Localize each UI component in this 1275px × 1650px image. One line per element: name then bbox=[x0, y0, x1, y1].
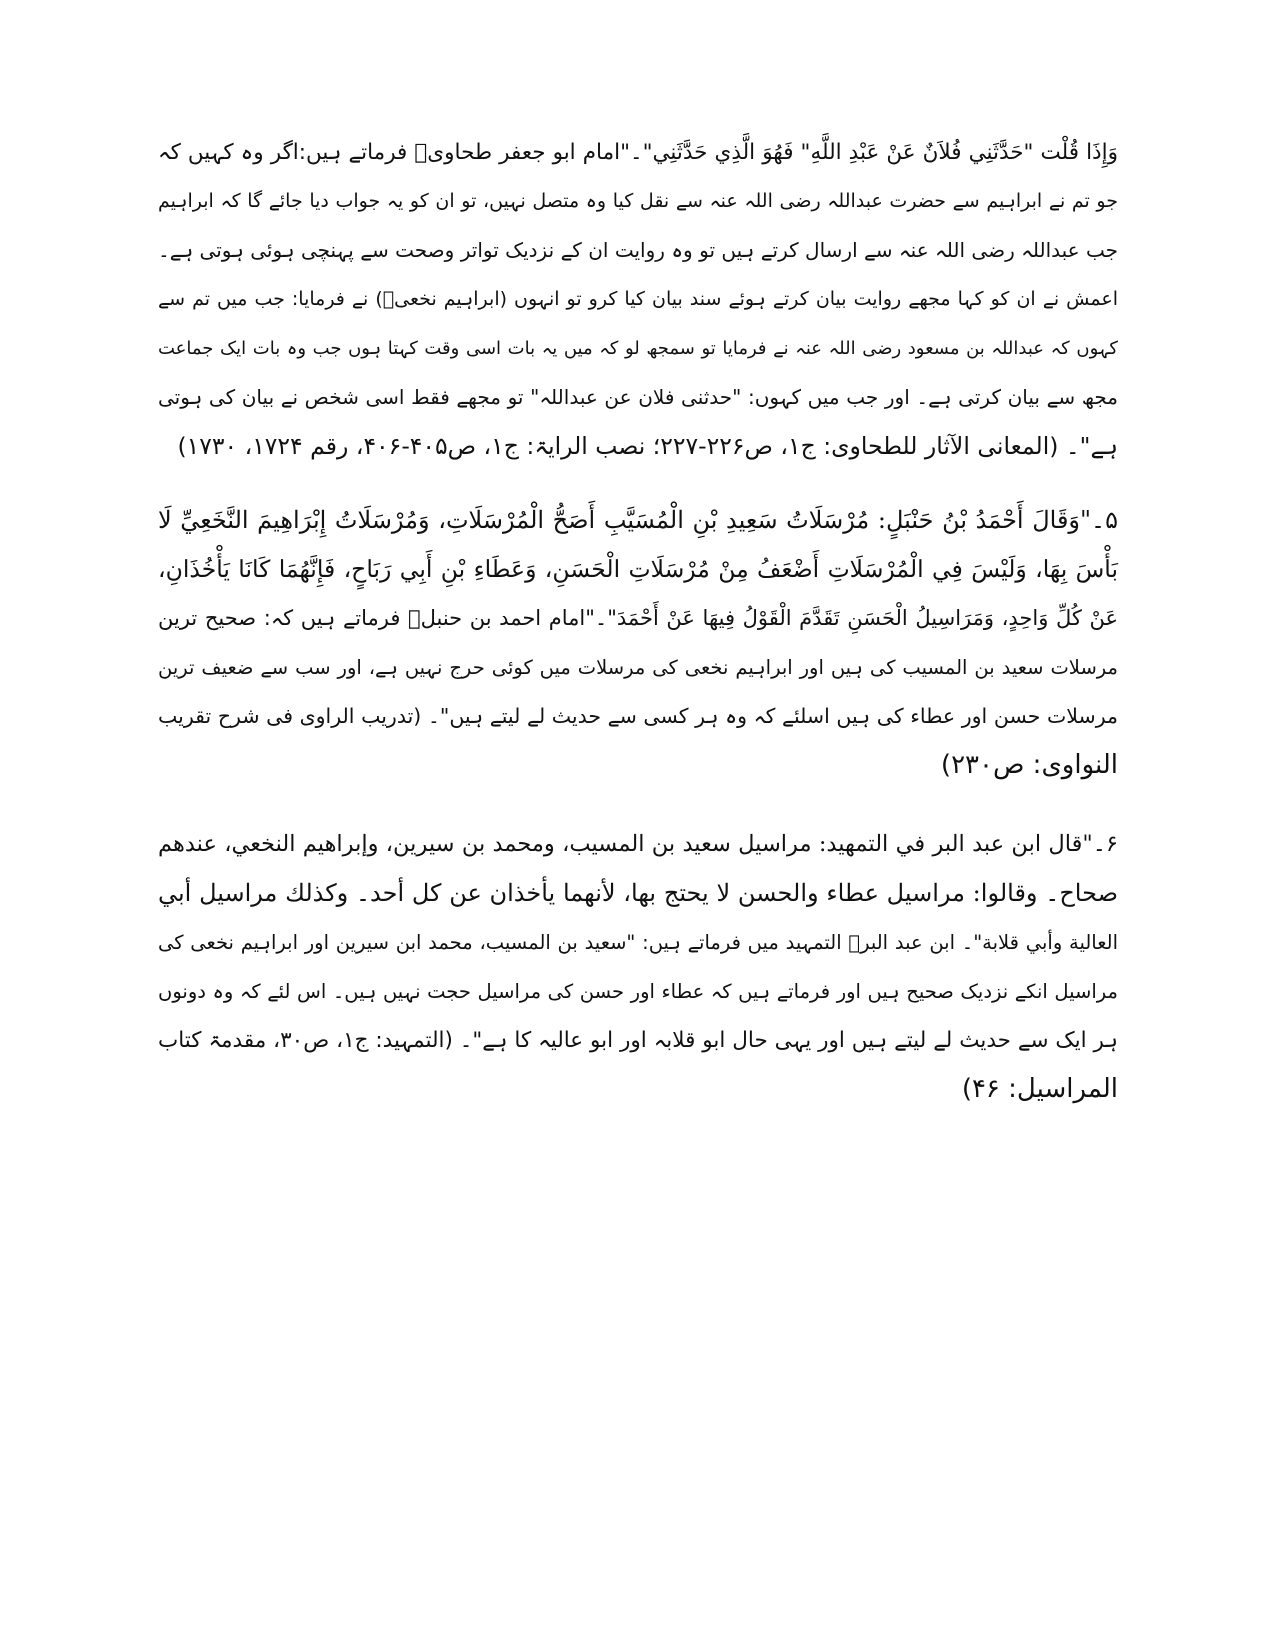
text-line: مجھ سے بیان کرتی ہے۔ اور جب میں کہوں: "حدثنی فلان عن عبداللہ" تو مجھے فقط اسی شخص نے بیان کی ہوتی bbox=[158, 385, 1118, 409]
text-line: ۶۔"قال ابن عبد البر في التمهيد: مراسيل سعيد بن المسيب، ومحمد بن سيرين، وإبراهيم النخعي، عندهم bbox=[158, 831, 1118, 857]
paragraph-ibn-abd-al-barr-quote bbox=[158, 820, 1118, 1114]
text-line: مرسلات حسن اور عطاء کی ہیں اسلئے کہ وہ ہر کسی سے حدیث لے لیتے ہیں"۔ (تدریب الراوی فی شرح تقریب bbox=[158, 704, 1118, 728]
paragraph-tahawi-quote bbox=[158, 128, 1118, 471]
text-line: ۵۔"وَقَالَ أَحْمَدُ بْنُ حَنْبَلٍ: مُرْسَلَاتُ سَعِيدِ بْنِ الْمُسَيَّبِ أَصَحُّ الْمُرْسَلَاتِ، وَمُرْسَلَاتُ إِبْرَاهِيمَ النَّخَعِيِّ لَا bbox=[158, 506, 1119, 534]
text-line: وَإِذَا قُلْت "حَدَّثَنِي فُلاَنٌ عَنْ عَبْدِ اللَّهِ" فَهُوَ الَّذِي حَدَّثَنِي"۔"امام ابو جعفر طحاویؒ فرماتے ہیں:اگر وہ کہیں کہ bbox=[158, 140, 1118, 165]
text-line: العالية وأبي قلابة"۔ ابن عبد البرؒ التمہید میں فرماتے ہیں: "سعید بن المسیب، محمد ابن سیرین اور ابراہیم نخعی کی bbox=[158, 931, 1118, 954]
paragraph-ahmad-quote bbox=[158, 496, 1118, 790]
text-line: جب عبداللہ رضی اللہ عنہ سے ارسال کرتے ہیں تو وہ روایت ان کے نزدیک تواتر وصحت سے پہنچی ہوئی ہوتی ہے۔ bbox=[158, 238, 1118, 262]
text-line: ہر ایک سے حدیث لے لیتے ہیں اور یہی حال ابو قلابہ اور ابو عالیہ کا ہے"۔ (التمہید: ج۱، ص۳۰، مقدمۃ کتاب bbox=[158, 1028, 1118, 1053]
text-line: صحاح۔ وقالوا: مراسيل عطاء والحسن لا يحتج بها، لأنهما يأخذان عن كل أحد۔ وكذلك مراسيل أبي bbox=[158, 879, 1118, 907]
text-line: مرسلات سعید بن المسیب کی ہیں اور ابراہیم نخعی کی مرسلات میں کوئی حرج نہیں ہے، اور سب سے ضعیف ترین bbox=[158, 656, 1118, 679]
text-line: عَنْ كُلِّ وَاحِدٍ، وَمَرَاسِيلُ الْحَسَنِ تَقَدَّمَ الْقَوْلُ فِيهَا عَنْ أَحْمَدَ"۔"امام احمد بن حنبلؒ فرماتے ہیں کہ: صحیح ترین bbox=[158, 606, 1118, 630]
text-line: بَأْسَ بِهَا، وَلَيْسَ فِي الْمُرْسَلَاتِ أَضْعَفُ مِنْ مُرْسَلَاتِ الْحَسَنِ، وَعَطَاءِ بْنِ أَبِي رَبَاحٍ، فَإِنَّهُمَا كَانَا يَأْخُذَانِ، bbox=[158, 555, 1118, 583]
text-line: کہوں کہ عبداللہ بن مسعود رضی اللہ عنہ نے فرمایا تو سمجھ لو کہ میں یہ بات اسی وقت کہتا ہوں جب وہ بات ایک جماعت bbox=[158, 338, 1118, 359]
text-line: اعمش نے ان کو کہا مجھے روایت بیان کرتے ہوئے سند بیان کیا کرو تو انہوں (ابراہیم نخعیؒ) نے فرمایا: جب میں تم سے bbox=[158, 288, 1118, 310]
text-line: جو تم نے ابراہیم سے حضرت عبداللہ رضی اللہ عنہ سے نقل کیا وہ متصل نہیں، تو ان کو یہ جواب دیا جائے گا کہ ابراہیم bbox=[158, 190, 1118, 212]
text-line: مراسیل انکے نزدیک صحیح ہیں اور فرماتے ہیں کہ عطاء اور حسن کی مراسیل حجت نہیں ہیں۔ اس لئے کہ وہ دونوں bbox=[158, 980, 1118, 1003]
text-line: ہے"۔ (المعانی الآثار للطحاوی: ج۱، ص۲۲۶-۲۲۷؛ نصب الرایۃ: ج۱، ص۴۰۵-۴۰۶، رقم ۱۷۲۴، ۱۷۳۰) bbox=[177, 432, 1118, 460]
text-line: المراسیل: ۴۶) bbox=[961, 1074, 1118, 1104]
text-line: النواوی: ص۲۳۰) bbox=[940, 750, 1118, 780]
document-body bbox=[158, 128, 1118, 1114]
